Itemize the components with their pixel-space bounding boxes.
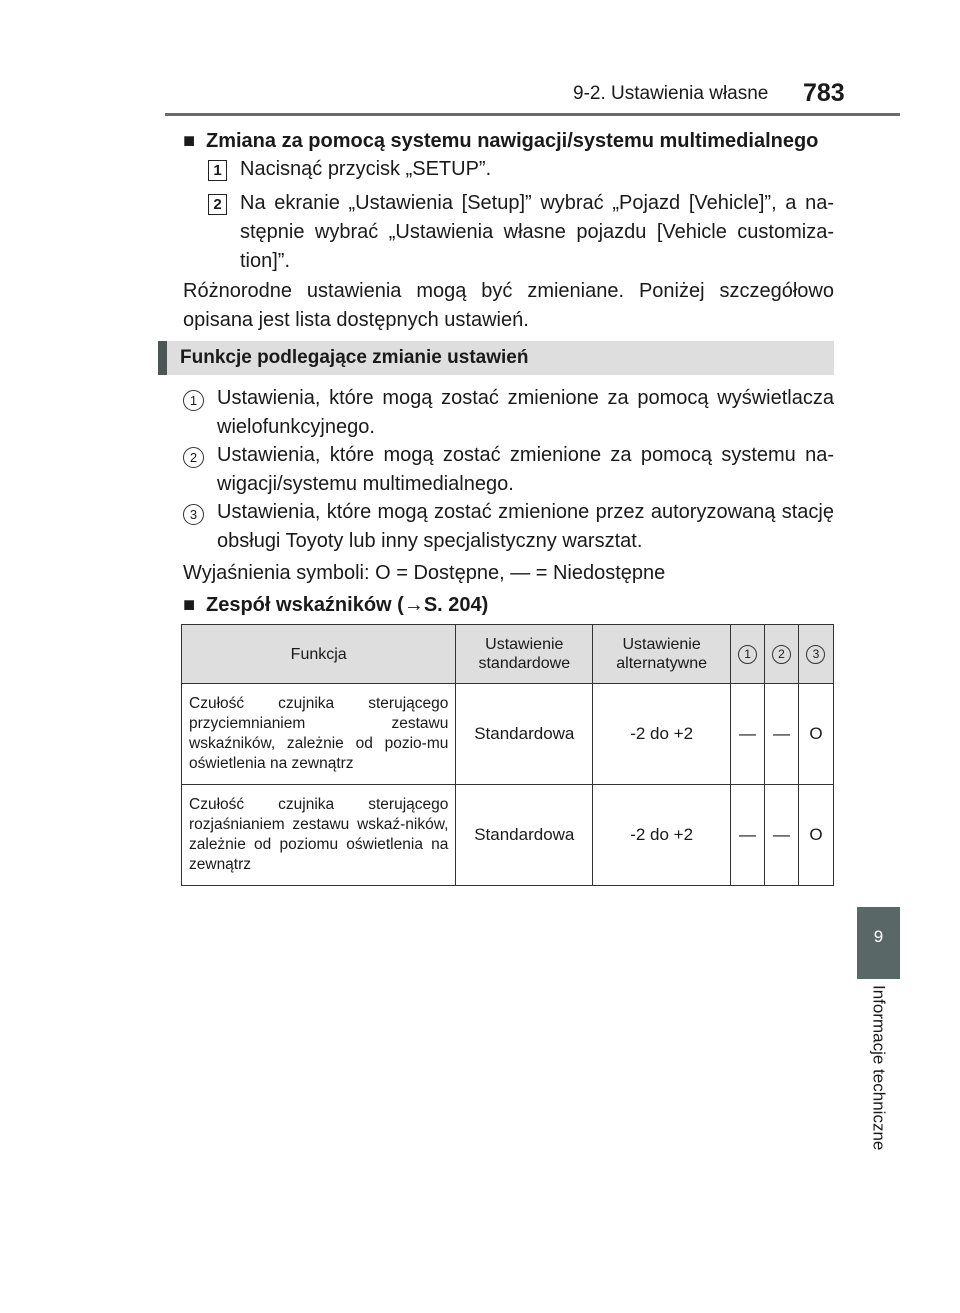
square-bullet-icon: ■ <box>183 130 196 152</box>
section-heading-instrument-cluster: Zespół wskaźników (→S. 204) <box>206 594 489 616</box>
page-number: 783 <box>803 79 845 107</box>
step-number-box: 1 <box>208 160 227 181</box>
cell-default: Standardowa <box>456 785 593 886</box>
legend-number-icon: 2 <box>183 447 204 468</box>
table-row <box>182 785 834 886</box>
column-header-default: Ustawienie standardowe <box>456 625 593 684</box>
legend-text: Ustawienia, które mogą zostać zmienione za pomocą wyświetlacza wielofunkcyjnego. <box>217 387 834 438</box>
table-header-row <box>182 625 834 684</box>
banner-accent-bar <box>158 341 167 375</box>
step-number-box: 2 <box>208 194 227 215</box>
table-row <box>182 684 834 785</box>
cell-alternative: -2 do +2 <box>593 785 731 886</box>
square-bullet-icon: ■ <box>183 594 196 616</box>
step-text: Nacisnąć przycisk „SETUP”. <box>240 158 492 180</box>
column-header-2 <box>765 625 799 684</box>
legend-number-icon: 3 <box>183 504 204 525</box>
cell-availability-2: — <box>765 684 799 785</box>
column-header-alternative: Ustawienie alternatywne <box>593 625 731 684</box>
column-header-1 <box>731 625 765 684</box>
column-header-function: Funkcja <box>182 625 456 684</box>
cell-availability-1: — <box>731 684 765 785</box>
cell-availability-3: O <box>798 684 833 785</box>
intro-paragraph: Różnorodne ustawienia mogą być zmieniane. Poniżej szczegółowo opisana jest lista dostępnych ustawień. <box>183 280 834 331</box>
section-heading-navigation: Zmiana za pomocą systemu nawigacji/systemu multimedialnego <box>206 130 819 152</box>
step-text: Na ekranie „Ustawienia [Setup]” wybrać „Pojazd [Vehicle]”, a na-stępnie wybrać „Ustawienia własne pojazdu [Vehicle customiza-tion]”. <box>240 192 834 272</box>
number-2-icon: 2 <box>772 645 791 664</box>
number-1-icon: 1 <box>738 645 757 664</box>
chapter-tab-label: Informacje techniczne <box>869 985 889 1151</box>
cell-function: Czułość czujnika sterującego rozjaśnianiem zestawu wskaź-ników, zależnie od poziomu oświetlenia na zewnątrz <box>182 785 456 886</box>
chapter-tab <box>857 907 900 979</box>
cell-alternative: -2 do +2 <box>593 684 731 785</box>
column-header-3 <box>798 625 833 684</box>
cell-function: Czułość czujnika sterującego przyciemnianiem zestawu wskaźników, zależnie od pozio-mu oświetlenia na zewnątrz <box>182 684 456 785</box>
header-divider <box>165 113 900 116</box>
banner-title: Funkcje podlegające zmianie ustawień <box>180 347 529 368</box>
settings-table <box>181 624 834 886</box>
cell-availability-1: — <box>731 785 765 886</box>
legend-number-icon: 1 <box>183 390 204 411</box>
cell-availability-3: O <box>798 785 833 886</box>
section-banner <box>158 341 834 375</box>
chapter-tab-number: 9 <box>873 927 884 946</box>
number-3-icon: 3 <box>806 645 825 664</box>
cell-default: Standardowa <box>456 684 593 785</box>
cell-availability-2: — <box>765 785 799 886</box>
legend-text: Ustawienia, które mogą zostać zmienione za pomocą systemu na-wigacji/systemu multimedialnego. <box>217 444 834 495</box>
running-header-section: 9-2. Ustawienia własne <box>573 83 769 104</box>
legend-text: Ustawienia, które mogą zostać zmienione przez autoryzowaną stację obsługi Toyoty lub inny specjalistyczny warsztat. <box>217 501 834 552</box>
symbols-note: Wyjaśnienia symboli: O = Dostępne, — = Niedostępne <box>183 562 666 584</box>
